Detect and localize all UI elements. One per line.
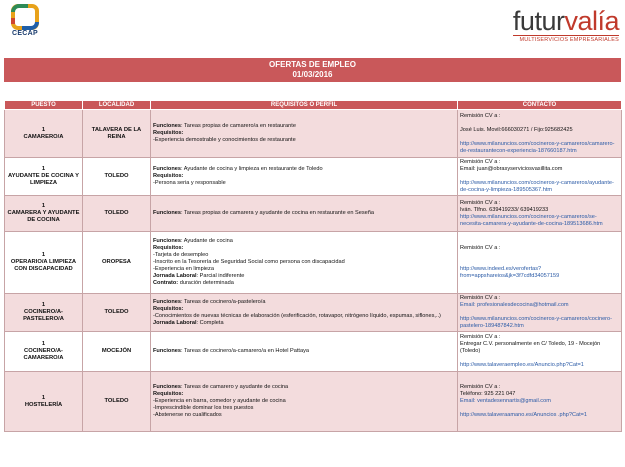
offers-banner [4,58,621,82]
banner-date: 01/03/2016 [292,70,333,79]
requirement-label: Jornada Laboral [153,273,197,279]
contact-line: Remisión CV a : [460,334,501,340]
contact-line [460,405,619,412]
requirement-line [153,252,455,259]
contact-line: Teléfono: 925 221 047 [460,391,516,397]
cell-requisitos [151,158,458,196]
table-row [5,158,622,196]
contact-line [460,134,619,141]
requirement-text: : Ayudante de cocina [180,238,233,244]
contact-line [460,120,619,127]
requirement-line [153,384,455,391]
contact-line [460,252,619,259]
requirement-line [153,166,455,173]
contact-line [460,309,619,316]
puesto-count: 1 [41,302,46,308]
requirement-line [153,180,455,187]
requirement-text: -Experiencia en limpieza [153,266,214,272]
cell-puesto [5,158,83,196]
requirement-label: Funciones [153,348,181,354]
requirement-text: : Parcial indiferente [196,273,245,279]
requirement-line [153,137,455,144]
contact-link[interactable]: http://www.milanuncios.com/cocineros-y-camareros/camarero-de-restaurantecon-experiencia-187660187.htm [460,140,615,154]
header-requisitos: REQUISITOS O PERFIL [151,101,458,110]
cell-puesto [5,332,83,372]
requirement-text: : Tareas de cocinero/a-pastelero/a [180,298,266,305]
requirement-line [153,412,455,419]
requirement-label: Requisitos: [153,391,184,397]
table-row [5,332,622,372]
contact-link[interactable]: Email: ventadesennartis@gmail.com [460,398,551,404]
contact-link[interactable]: http://www.milanuncios.com/cocineros-y-camareros/cocinero-pastelero-189487842.htm [460,316,613,329]
puesto-count: 1 [41,252,46,258]
cell-puesto [5,372,83,432]
contact-line: Remisión CV a : [460,112,501,119]
contact-line: Remisión CV a : [460,295,501,301]
requirement-label: Jornada Laboral [153,319,197,326]
requirement-label: Funciones [153,166,181,172]
requirement-label: Requisitos: [153,173,184,179]
contact-line: José Luis. Movil:666030271 / Fijo:925682425 [460,126,573,133]
requirement-line [153,320,455,327]
requirement-text: -Experiencia en barra, comedor y ayudante de cocina [153,398,286,404]
requirement-text: : Completa [196,319,224,326]
requirement-label: Requisitos: [153,245,184,251]
cell-localidad: TOLEDO [83,294,151,332]
requirement-line [153,280,455,287]
contact-line: Email: juan@obrasyserviciosvasillita.com [460,166,563,172]
contact-link[interactable]: http://www.talaveraempleo.es/Anuncio.php?Cat=1 [460,362,584,368]
futurvalia-brand [513,8,619,35]
cell-requisitos [151,294,458,332]
cecap-logo [6,4,44,42]
table-row [5,110,622,158]
contact-line [460,355,619,362]
cell-requisitos [151,332,458,372]
cell-localidad: TOLEDO [83,158,151,196]
cell-contacto [458,232,622,294]
cell-contacto [458,110,622,158]
requirement-line [153,299,455,306]
puesto-count: 1 [41,126,46,133]
header-puesto: PUESTO [5,101,83,110]
cell-puesto [5,294,83,332]
puesto-title: HOSTELERÍA [24,401,63,408]
cell-localidad: MOCEJÓN [83,332,151,372]
requirement-text: : Tareas propias de camarera y ayudante de cocina en restaurante en Seseña [180,210,374,216]
requirement-text: : Tareas propias de camarero/a en restaurante [180,123,296,129]
requirement-text: duración determinada [178,280,234,286]
table-row [5,294,622,332]
requirement-text: -Persona seria y responsable [153,180,226,186]
requirement-label: Requisitos: [153,305,184,312]
requirement-line [153,398,455,405]
table-row [5,196,622,232]
cell-localidad: TALAVERA DE LA REINA [83,110,151,158]
offers-body [5,110,622,432]
requirement-label: Funciones [153,210,181,216]
puesto-title: COCINERO/A-CAMARERO/A [23,348,64,361]
brand-part-2: valía [564,6,619,36]
contact-line: Remisión CV a : [460,159,501,165]
cell-contacto [458,332,622,372]
brand-part-1: futur [512,6,565,36]
requirement-line [153,306,455,313]
cecap-logo-text: CECAP [11,30,38,37]
requirement-line [153,238,455,245]
banner-title: OFERTAS DE EMPLEO [269,60,356,69]
requirement-text: : Tareas de camarero y ayudante de cocina [180,384,289,390]
puesto-title: OPERARIO/A LIMPIEZA CON DISCAPACIDAD [10,259,77,272]
requirement-text: -Experiencia demostrable y conocimientos de restaurante [153,137,296,143]
requirement-line [153,266,455,273]
cell-localidad: TOLEDO [83,372,151,432]
requirement-text: -Abstenerse no cualificados [153,412,222,418]
requirement-label: Funciones [153,123,181,129]
puesto-title: COCINERO/A-PASTELERO/A [23,309,64,322]
cell-requisitos [151,196,458,232]
requirement-line [153,130,455,137]
cell-requisitos [151,372,458,432]
requirement-label: Funciones [153,238,181,244]
puesto-title: AYUDANTE DE COCINA Y LIMPIEZA [8,173,79,186]
futurvalia-tagline: MULTISERVICIOS EMPRESARIALES [513,35,619,43]
cell-contacto [458,196,622,232]
table-header-row [5,101,622,110]
requirement-line [153,348,455,355]
contact-link[interactable]: http://www.indeed.es/verofertas?from=appshareios&jk=3f7cdfd34057159 [460,266,560,279]
cell-puesto [5,196,83,232]
requirement-text: -Imprescindible dominar los tres puestos [153,405,254,411]
requirement-line [153,173,455,180]
requirement-line [153,210,455,217]
cell-requisitos [151,232,458,294]
requirement-text: -Conocimientos de nuevas técnicas de elaboración (esferificación, rotavapor, nitrógeno líquido, espumas, siflones,..) [153,312,441,319]
contact-line: Iván. Tlfno. 639419233/ 639419233 [460,206,549,213]
requirement-text: : Tareas de cocinero/a-camarero/a en Hotel Pattaya [180,348,309,354]
puesto-title: CAMARERO/A [23,133,64,140]
cell-puesto [5,110,83,158]
cecap-arrows-icon [6,4,44,30]
puesto-count: 1 [41,341,46,347]
cell-contacto [458,372,622,432]
requirement-line [153,313,455,320]
contact-link[interactable]: http://www.milanuncios.com/cocineros-y-camareros/se-necesita-camarera-y-ayudante-de-cocina-189513686.htm [460,213,603,227]
cell-localidad: TOLEDO [83,196,151,232]
header-contacto: CONTACTO [458,101,622,110]
requirement-label: Contrato: [153,280,179,286]
contact-link[interactable]: http://www.talaveraamano.es/Anuncios .php?Cat=1 [460,412,588,418]
requirement-line [153,123,455,130]
contact-line: Entregar C.V. personalmente en C/ Toledo, 19 - Mocejón (Toledo) [460,341,601,354]
requirement-line [153,245,455,252]
header-localidad: LOCALIDAD [83,101,151,110]
contact-line [460,173,619,180]
cell-contacto [458,294,622,332]
requirement-label: Requisitos: [153,130,184,136]
offers-table [4,100,622,432]
puesto-count: 1 [41,203,46,209]
puesto-count: 1 [41,166,46,172]
requirement-text: -Inscrito en la Tesorería de Seguridad Social como persona con discapacidad [153,259,345,265]
table-row [5,232,622,294]
requirement-line [153,391,455,398]
cell-puesto [5,232,83,294]
contact-line [460,259,619,266]
requirement-line [153,405,455,412]
cell-contacto [458,158,622,196]
futurvalia-logo [513,8,619,43]
cell-requisitos [151,110,458,158]
requirement-text: -Tarjeta de desempleo [153,252,209,258]
contact-line: Remisión CV a : [460,384,501,390]
requirement-label: Funciones [153,298,181,305]
requirement-label: Funciones [153,384,181,390]
contact-link[interactable]: Email: profesionalesdecocina@hotmail.com [460,302,569,308]
puesto-title: CAMARERA Y AYUDANTE DE COCINA [7,210,80,223]
requirement-text: : Ayudante de cocina y limpieza en restaurante de Toledo [180,166,323,172]
table-row [5,372,622,432]
puesto-count: 1 [41,394,46,401]
requirement-line [153,273,455,280]
cell-localidad: OROPESA [83,232,151,294]
contact-line: Remisión CV a : [460,245,501,251]
contact-line: Remisión CV a : [460,199,501,206]
requirement-line [153,259,455,266]
contact-link[interactable]: http://www.milanuncios.com/cocineros-y-camareros/ayudante-de-cocina-y-limpieza-189505367.htm [460,180,614,193]
